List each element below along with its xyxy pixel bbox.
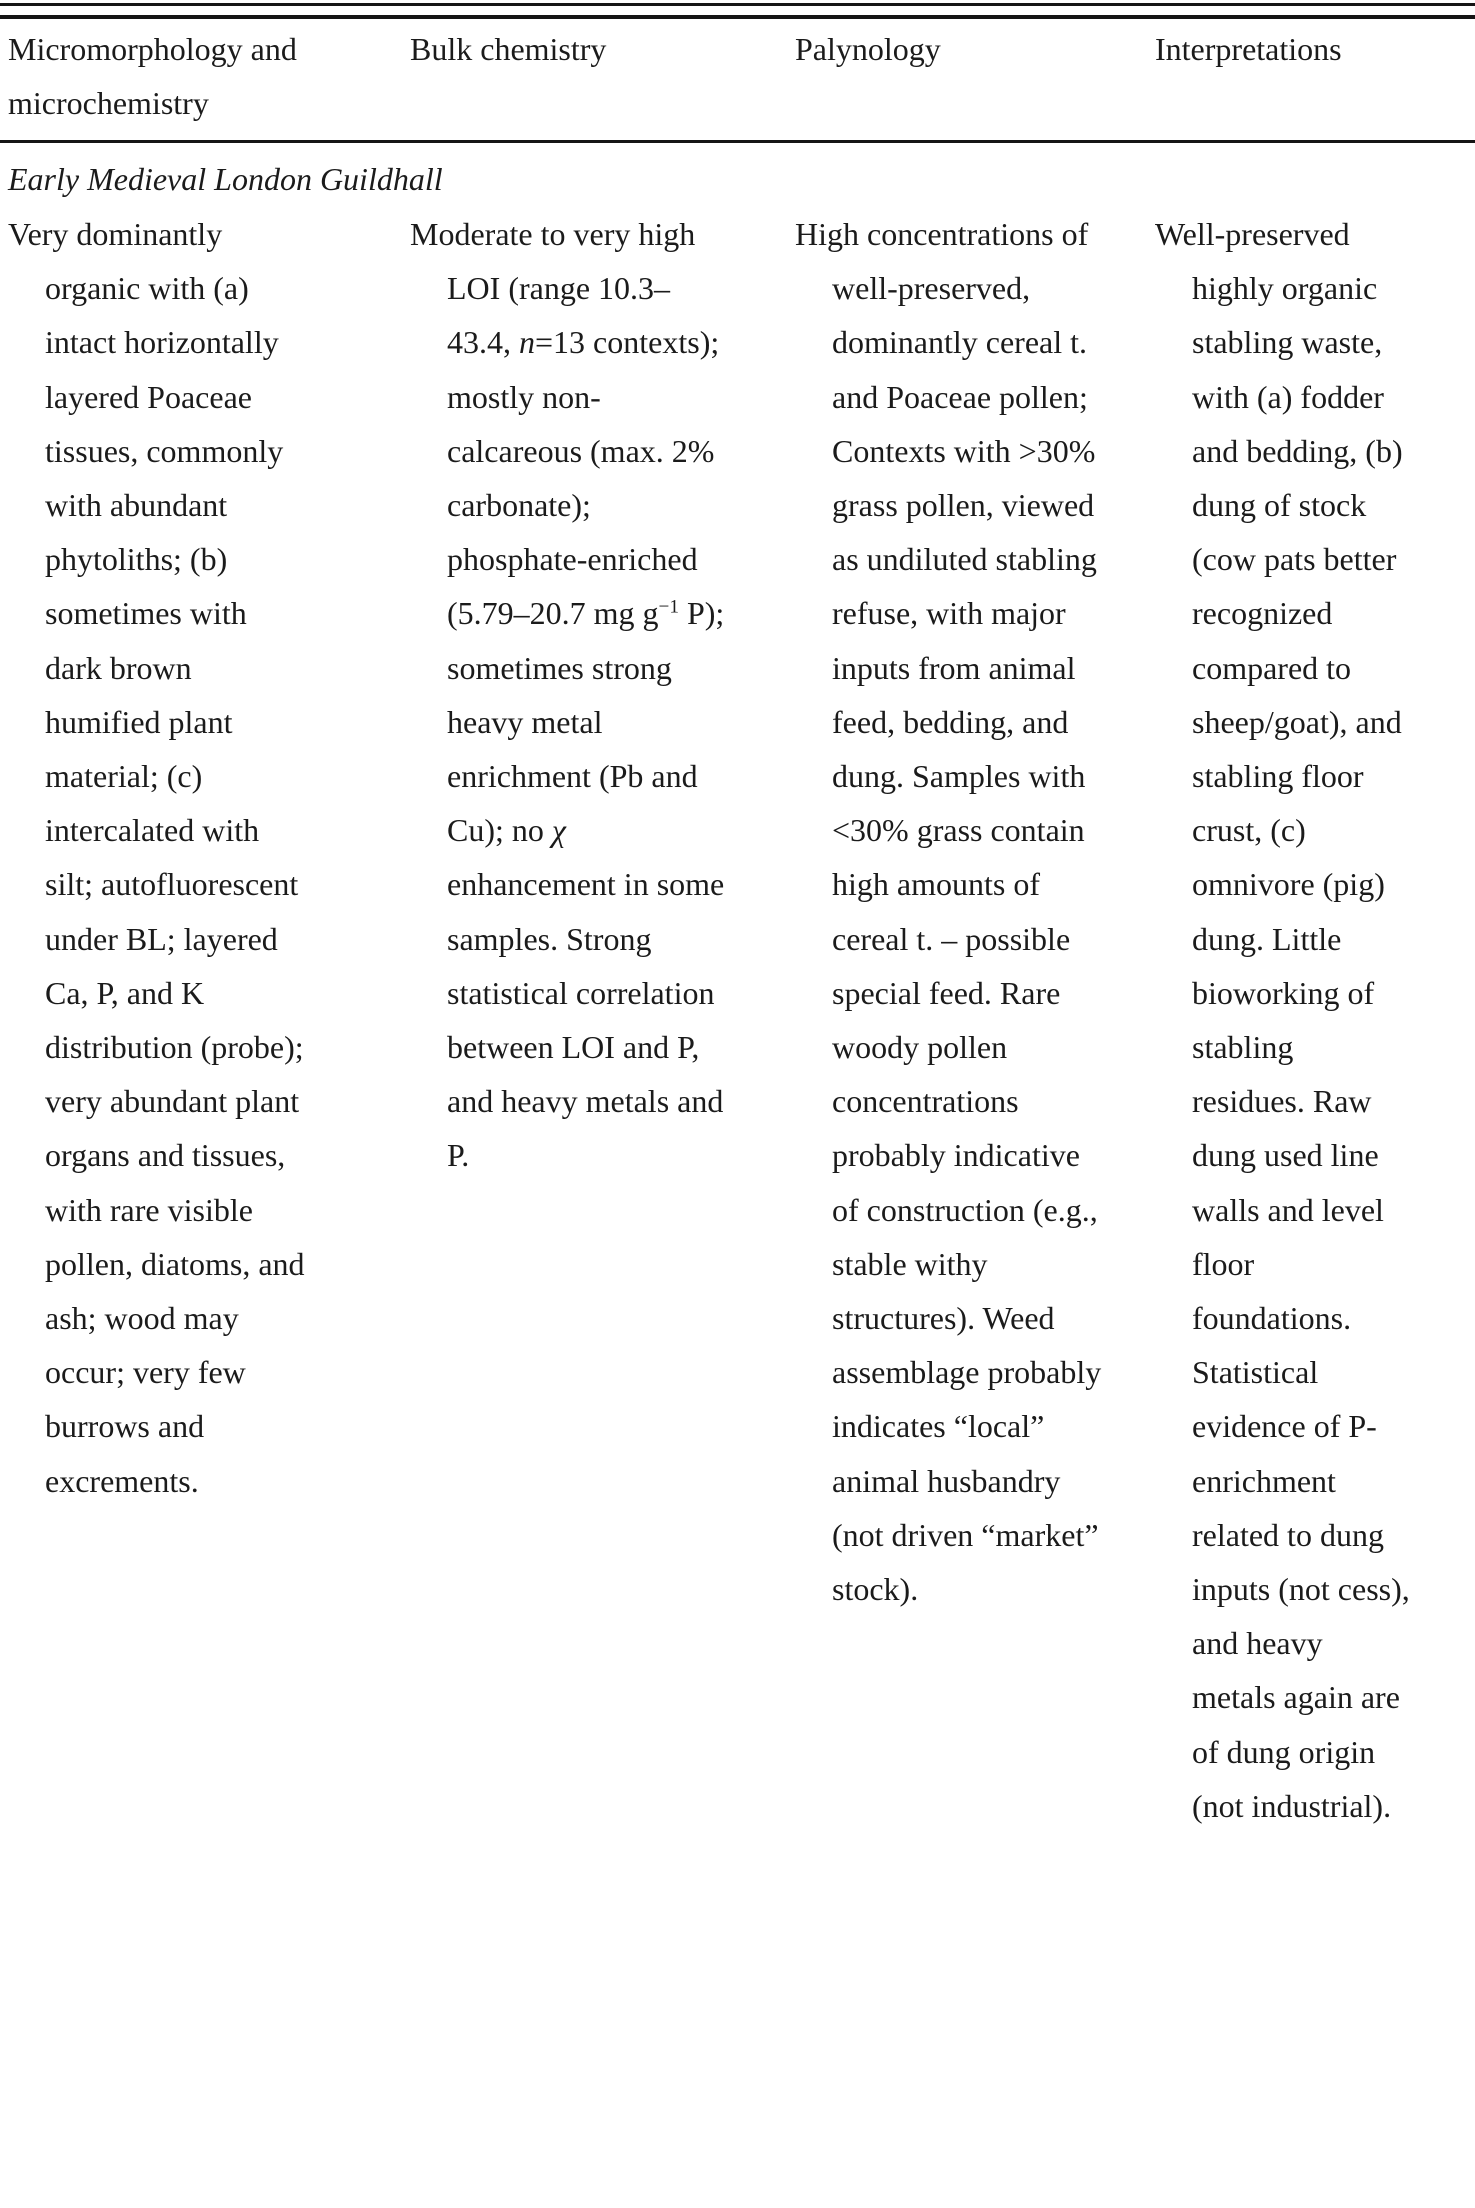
- column-header-micromorphology-and-microchemistry: Micromorphology and microchemistry: [8, 31, 297, 121]
- table-top-rule-outer: [0, 3, 1475, 6]
- column-header-interpretations: Interpretations: [1155, 31, 1342, 67]
- cell-interpretations: Well-preserved highly organic stabling waste, with (a) fodder and bedding, (b) dung of stock (cow pats better recognized compared to sheep/goat), and stabling floor crust, (c) omnivore (pig) dung. Little bioworking of stabling residues. Raw dung used line walls and level floor foundations. Statistical evidence of P-enrichment related to dung inputs (not cess), and heavy metals again are of dung origin (not industrial).: [1155, 216, 1410, 1824]
- cell-palynology: High concentrations of well-preserved, dominantly cereal t. and Poaceae pollen; Contexts with >30% grass pollen, viewed as undiluted stabling refuse, with major inputs from animal feed, bedding, and dung. Samples with <30% grass contain high amounts of cereal t. – possible special feed. Rare woody pollen concentrations probably indicative of construction (e.g., stable withy structures). Weed assemblage probably indicates “local” animal husbandry (not driven “market” stock).: [795, 216, 1102, 1608]
- table-top-rule-inner: [0, 15, 1475, 19]
- cell-micromorphology-and-microchemistry: Very dominantly organic with (a) intact horizontally layered Poaceae tissues, commonly with abundant phytoliths; (b) sometimes with dark brown humified plant material; (c) intercalated with silt; autofluorescent under BL; layered Ca, P, and K distribution (probe); very abundant plant organs and tissues, with rare visible pollen, diatoms, and ash; wood may occur; very few burrows and excrements.: [8, 216, 305, 1499]
- cell-bulk-chemistry: Moderate to very high LOI (range 10.3–43.4, n=13 contexts); mostly non-calcareous (max. 2% carbonate); phosphate-enriched (5.79–20.7 mg $g^{-1}$ P); sometimes strong heavy metal enrichment (Pb and Cu); no χ enhancement in some samples. Strong statistical correlation between LOI and P, and heavy metals and P.: [410, 216, 725, 1174]
- header-separator-rule: [0, 140, 1475, 143]
- section-title: Early Medieval London Guildhall: [8, 161, 443, 197]
- column-header-palynology: Palynology: [795, 31, 941, 67]
- column-header-bulk-chemistry: Bulk chemistry: [410, 31, 607, 67]
